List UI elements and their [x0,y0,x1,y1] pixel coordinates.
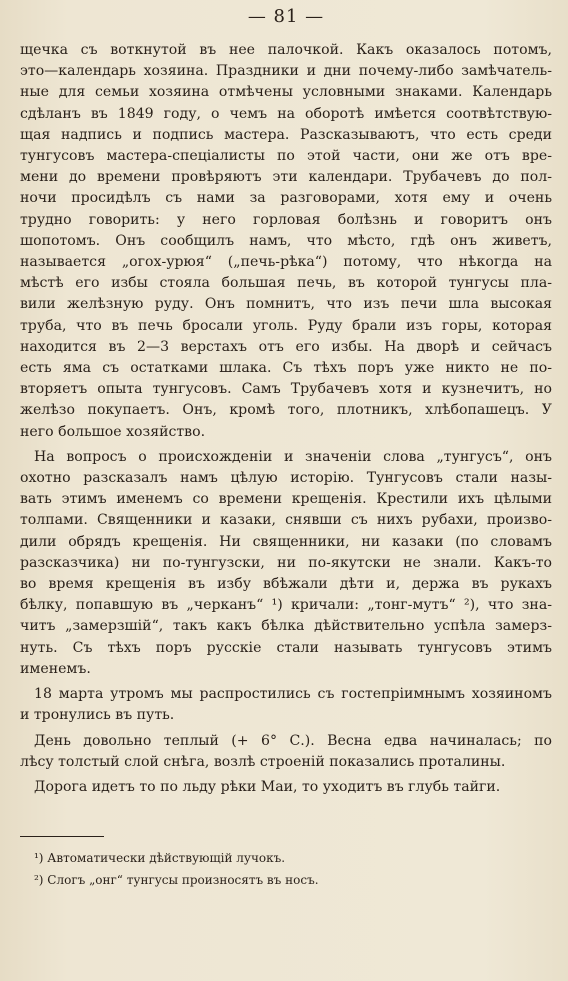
paragraph [20,447,552,680]
text-line: сдѣланъ въ 1849 году, о чемъ на оборотѣ имѣется соотвѣтствую- [20,105,552,122]
text-line: это—календарь хозяина. Праздники и дни почему-либо замѣчатель- [20,63,552,80]
paragraph [20,40,552,443]
text-line: День довольно теплый (+ 6° С.). Весна едва начиналась; по [34,732,552,749]
footnote: ¹) Автоматически дѣйствующій лучокъ. [34,851,286,866]
text-line: 18 марта утромъ мы распростились съ гостепріимнымъ хозяиномъ [34,686,552,703]
paragraph [20,731,552,773]
footnote-divider [20,836,104,837]
text-line: вили желѣзную руду. Онъ помнитъ, что изъ печи шла высокая [20,296,552,313]
text-line: тунгусовъ мастера-спеціалисты по этой части, они же отъ вре- [20,148,552,165]
text-line: шопотомъ. Онъ сообщилъ намъ, что мѣсто, гдѣ онъ живетъ, [20,232,552,249]
text-line: На вопросъ о происхожденіи и значеніи слова „тунгусъ“, онъ [34,448,552,465]
page-number: — 81 — [247,6,325,27]
text-line: ночи просидѣлъ съ нами за разговорами, хотя ему и очень [20,190,552,207]
text-line: трудно говорить: у него горловая болѣзнь и говоритъ онъ [20,211,552,228]
text-line: нуть. Съ тѣхъ поръ русскіе стали называть тунгусовъ этимъ [20,639,552,656]
text-line: дили обрядъ крещенія. Ни священники, ни казаки (по словамъ [20,533,552,550]
paragraph [20,777,552,798]
text-line: есть яма съ остатками шлака. Съ тѣхъ поръ уже никто не по- [20,360,552,377]
text-line: мени до времени провѣряютъ эти календари. Трубачевъ до пол- [20,169,552,186]
text-line: желѣзо покупаетъ. Онъ, кромѣ того, плотникъ, хлѣбопашецъ. У [20,402,552,419]
text-line: охотно разсказалъ намъ цѣлую исторію. Тунгусовъ стали назы- [20,470,552,487]
footnotes [20,847,552,891]
text-line: во время крещенія въ избу вбѣжали дѣти и, держа въ рукахъ [20,576,552,593]
footnote: ²) Слогъ „онг“ тунгусы произносятъ въ носъ. [34,873,319,888]
text-line: разсказчика) ни по-тунгузски, ни по-якутски не знали. Какъ-то [20,554,552,571]
text-line: лѣсу толстый слой снѣга, возлѣ строеній показались проталины. [20,753,506,770]
text-line: читъ „замерзшій“, такъ какъ бѣлка дѣйствительно успѣла замерз- [20,618,552,635]
text-line: вторяетъ опыта тунгусовъ. Самъ Трубачевъ хотя и кузнечитъ, но [20,381,552,398]
text-line: толпами. Священники и казаки, снявши съ нихъ рубахи, произво- [20,512,552,529]
text-line: называется „огох-урюя“ („печь-рѣка“) потому, что нѣкогда на [20,254,552,271]
text-line: Дорога идетъ то по льду рѣки Маи, то уходитъ въ глубь тайги. [34,778,501,795]
text-line: именемъ. [20,660,91,677]
text-line: и тронулись въ путь. [20,707,175,724]
text-line: бѣлку, попавшую въ „черканъ“ ¹) кричали: „тонг-мутъ“ ²), что зна- [20,597,552,614]
body-text [20,40,552,798]
text-line: находится въ 2—3 верстахъ отъ его избы. На дворѣ и сейчасъ [20,338,552,355]
text-line: вать этимъ именемъ со времени крещенія. Крестили ихъ цѣлыми [20,491,552,508]
paragraph [20,684,552,726]
text-line: мѣстѣ его избы стояла большая печь, въ которой тунгусы пла- [20,275,552,292]
text-line: щечка съ воткнутой въ нее палочкой. Какъ оказалось потомъ, [20,42,552,58]
text-line: щая надпись и подпись мастера. Разсказываютъ, что есть среди [20,126,552,143]
text-line: ные для семьи хозяина отмѣчены условными знаками. Календарь [20,84,552,101]
text-line: труба, что въ печь бросали уголь. Руду брали изъ горы, которая [20,317,552,334]
text-line: него большое хозяйство. [20,423,206,440]
